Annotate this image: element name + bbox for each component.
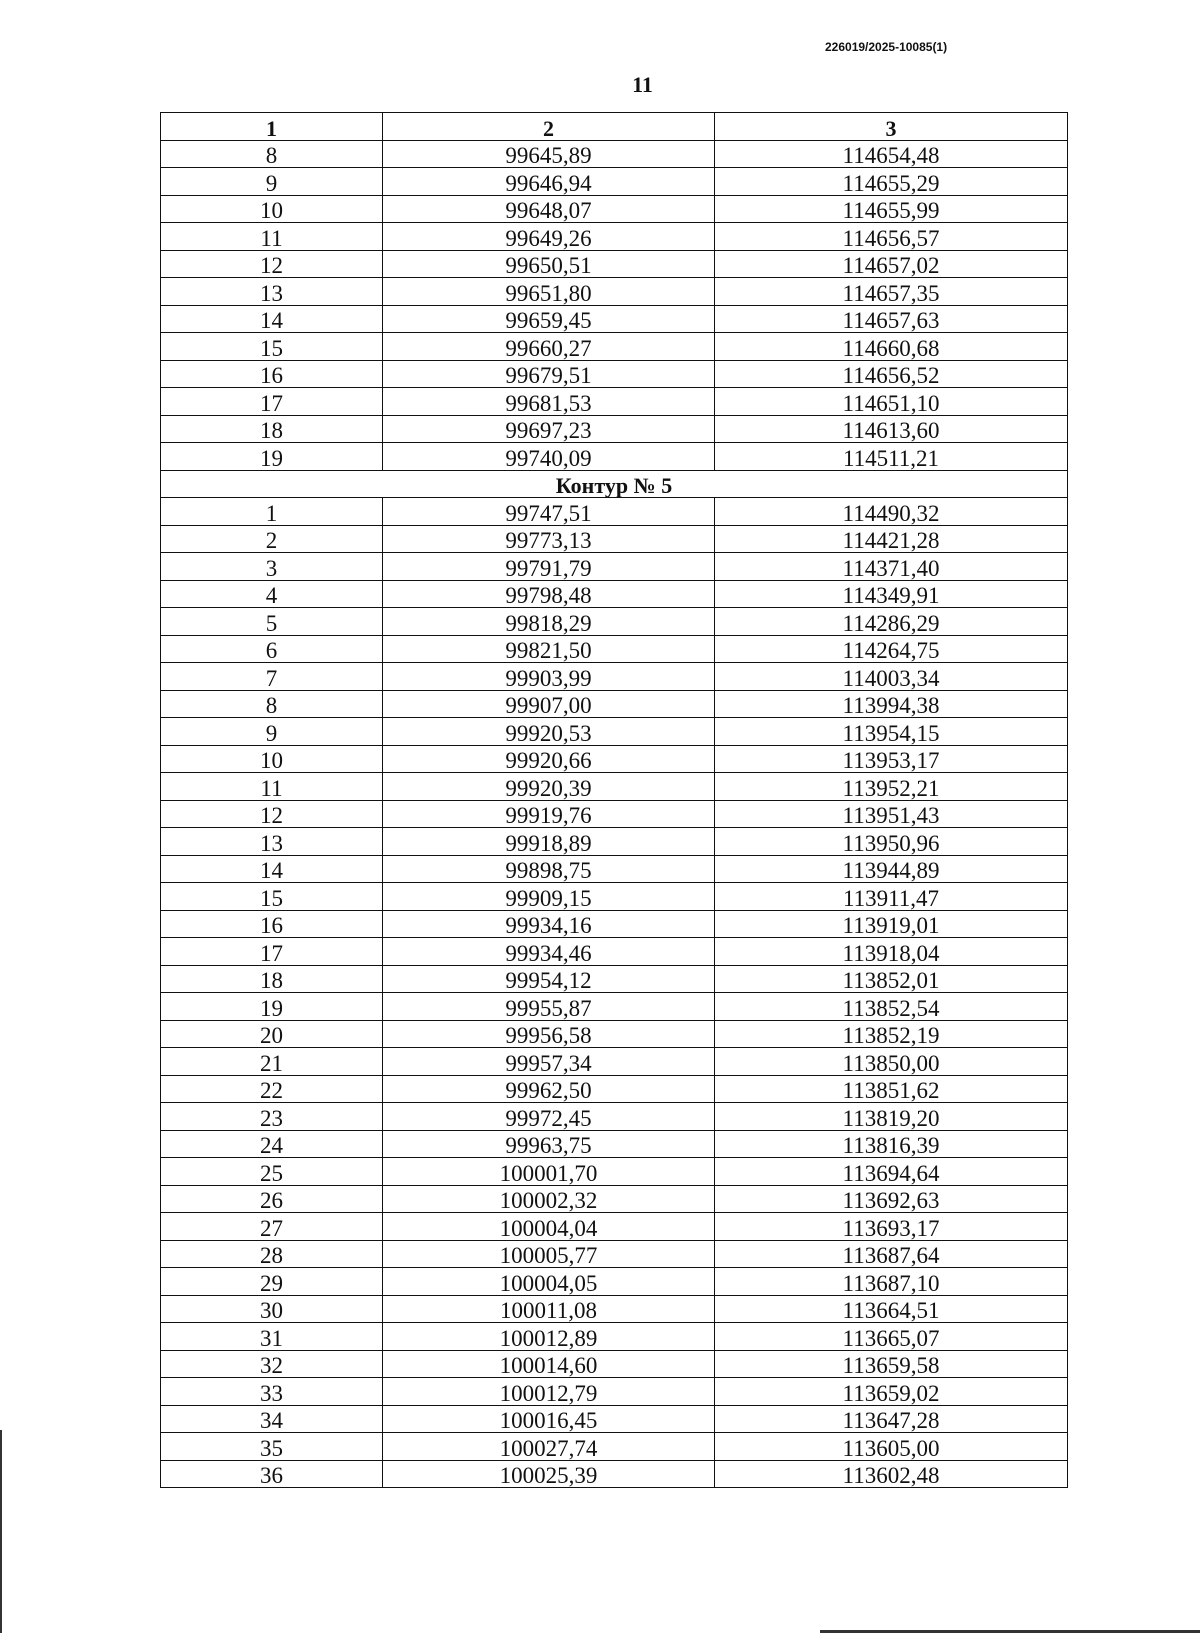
y-coordinate-cell: 113953,17 — [715, 745, 1068, 773]
y-coordinate-cell: 113852,01 — [715, 965, 1068, 993]
x-coordinate-cell: 99821,50 — [383, 635, 715, 663]
table-row — [161, 1295, 1068, 1323]
y-coordinate-cell: 114511,21 — [715, 443, 1068, 471]
y-coordinate-cell: 113659,02 — [715, 1378, 1068, 1406]
x-coordinate-cell: 99955,87 — [383, 993, 715, 1021]
table-row — [161, 305, 1068, 333]
x-coordinate-cell: 100005,77 — [383, 1240, 715, 1268]
point-number-cell: 31 — [161, 1323, 383, 1351]
x-coordinate-cell: 99957,34 — [383, 1048, 715, 1076]
table-row — [161, 800, 1068, 828]
y-coordinate-cell: 113605,00 — [715, 1433, 1068, 1461]
x-coordinate-cell: 99773,13 — [383, 525, 715, 553]
x-coordinate-cell: 100002,32 — [383, 1185, 715, 1213]
point-number-cell: 12 — [161, 800, 383, 828]
point-number-cell: 12 — [161, 250, 383, 278]
point-number-cell: 2 — [161, 525, 383, 553]
y-coordinate-cell: 114657,02 — [715, 250, 1068, 278]
table-body-top — [161, 140, 1068, 470]
point-number-cell: 17 — [161, 938, 383, 966]
table-row — [161, 608, 1068, 636]
table-row — [161, 1103, 1068, 1131]
table-row — [161, 690, 1068, 718]
point-number-cell: 28 — [161, 1240, 383, 1268]
point-number-cell: 11 — [161, 773, 383, 801]
column-header-3: 3 — [715, 113, 1068, 141]
point-number-cell: 19 — [161, 993, 383, 1021]
y-coordinate-cell: 113919,01 — [715, 910, 1068, 938]
x-coordinate-cell: 100011,08 — [383, 1295, 715, 1323]
point-number-cell: 21 — [161, 1048, 383, 1076]
point-number-cell: 8 — [161, 140, 383, 168]
x-coordinate-cell: 99934,16 — [383, 910, 715, 938]
y-coordinate-cell: 114003,34 — [715, 663, 1068, 691]
point-number-cell: 13 — [161, 828, 383, 856]
x-coordinate-cell: 99660,27 — [383, 333, 715, 361]
y-coordinate-cell: 113693,17 — [715, 1213, 1068, 1241]
document-id: 226019/2025-10085(1) — [825, 40, 948, 54]
table-row — [161, 1213, 1068, 1241]
point-number-cell: 23 — [161, 1103, 383, 1131]
point-number-cell: 17 — [161, 388, 383, 416]
point-number-cell: 16 — [161, 360, 383, 388]
point-number-cell: 30 — [161, 1295, 383, 1323]
coordinates-table — [160, 112, 1068, 1488]
y-coordinate-cell: 114264,75 — [715, 635, 1068, 663]
table-row — [161, 1433, 1068, 1461]
point-number-cell: 10 — [161, 745, 383, 773]
x-coordinate-cell: 100025,39 — [383, 1460, 715, 1488]
point-number-cell: 3 — [161, 553, 383, 581]
y-coordinate-cell: 114421,28 — [715, 525, 1068, 553]
y-coordinate-cell: 113918,04 — [715, 938, 1068, 966]
y-coordinate-cell: 113954,15 — [715, 718, 1068, 746]
table-row — [161, 360, 1068, 388]
y-coordinate-cell: 114349,91 — [715, 580, 1068, 608]
table-body-section — [161, 498, 1068, 1488]
y-coordinate-cell: 113951,43 — [715, 800, 1068, 828]
table-row — [161, 965, 1068, 993]
point-number-cell: 27 — [161, 1213, 383, 1241]
x-coordinate-cell: 99818,29 — [383, 608, 715, 636]
section-row — [161, 470, 1068, 498]
x-coordinate-cell: 99798,48 — [383, 580, 715, 608]
point-number-cell: 24 — [161, 1130, 383, 1158]
table-row — [161, 388, 1068, 416]
table-row — [161, 1405, 1068, 1433]
scan-edge-left — [0, 1430, 2, 1633]
point-number-cell: 6 — [161, 635, 383, 663]
y-coordinate-cell: 113950,96 — [715, 828, 1068, 856]
table-row — [161, 1185, 1068, 1213]
table-row — [161, 745, 1068, 773]
x-coordinate-cell: 99963,75 — [383, 1130, 715, 1158]
x-coordinate-cell: 99909,15 — [383, 883, 715, 911]
table-row — [161, 1048, 1068, 1076]
point-number-cell: 15 — [161, 333, 383, 361]
y-coordinate-cell: 114286,29 — [715, 608, 1068, 636]
y-coordinate-cell: 113819,20 — [715, 1103, 1068, 1131]
x-coordinate-cell: 99954,12 — [383, 965, 715, 993]
table-row — [161, 1350, 1068, 1378]
table-row — [161, 1460, 1068, 1488]
table-row — [161, 553, 1068, 581]
table-row — [161, 1158, 1068, 1186]
point-number-cell: 18 — [161, 965, 383, 993]
point-number-cell: 34 — [161, 1405, 383, 1433]
table-row — [161, 1323, 1068, 1351]
table-row — [161, 1240, 1068, 1268]
y-coordinate-cell: 113851,62 — [715, 1075, 1068, 1103]
y-coordinate-cell: 114660,68 — [715, 333, 1068, 361]
column-header-2: 2 — [383, 113, 715, 141]
point-number-cell: 9 — [161, 168, 383, 196]
y-coordinate-cell: 113692,63 — [715, 1185, 1068, 1213]
point-number-cell: 18 — [161, 415, 383, 443]
y-coordinate-cell: 114651,10 — [715, 388, 1068, 416]
x-coordinate-cell: 99903,99 — [383, 663, 715, 691]
x-coordinate-cell: 99697,23 — [383, 415, 715, 443]
table-row — [161, 278, 1068, 306]
table-row — [161, 938, 1068, 966]
x-coordinate-cell: 100012,89 — [383, 1323, 715, 1351]
x-coordinate-cell: 99907,00 — [383, 690, 715, 718]
y-coordinate-cell: 113852,19 — [715, 1020, 1068, 1048]
point-number-cell: 10 — [161, 195, 383, 223]
x-coordinate-cell: 99962,50 — [383, 1075, 715, 1103]
y-coordinate-cell: 113952,21 — [715, 773, 1068, 801]
y-coordinate-cell: 114655,99 — [715, 195, 1068, 223]
point-number-cell: 16 — [161, 910, 383, 938]
table-row — [161, 1020, 1068, 1048]
table-row — [161, 773, 1068, 801]
table-row — [161, 883, 1068, 911]
y-coordinate-cell: 114613,60 — [715, 415, 1068, 443]
x-coordinate-cell: 99920,53 — [383, 718, 715, 746]
x-coordinate-cell: 99918,89 — [383, 828, 715, 856]
x-coordinate-cell: 99919,76 — [383, 800, 715, 828]
x-coordinate-cell: 100027,74 — [383, 1433, 715, 1461]
x-coordinate-cell: 100004,04 — [383, 1213, 715, 1241]
y-coordinate-cell: 113850,00 — [715, 1048, 1068, 1076]
x-coordinate-cell: 99972,45 — [383, 1103, 715, 1131]
x-coordinate-cell: 99791,79 — [383, 553, 715, 581]
header-row — [161, 113, 1068, 141]
table-row — [161, 333, 1068, 361]
y-coordinate-cell: 113647,28 — [715, 1405, 1068, 1433]
point-number-cell: 1 — [161, 498, 383, 526]
table-row — [161, 168, 1068, 196]
table-row — [161, 140, 1068, 168]
x-coordinate-cell: 99898,75 — [383, 855, 715, 883]
table-row — [161, 1268, 1068, 1296]
table-row — [161, 525, 1068, 553]
point-number-cell: 8 — [161, 690, 383, 718]
point-number-cell: 13 — [161, 278, 383, 306]
point-number-cell: 25 — [161, 1158, 383, 1186]
point-number-cell: 14 — [161, 305, 383, 333]
table-row — [161, 250, 1068, 278]
point-number-cell: 14 — [161, 855, 383, 883]
y-coordinate-cell: 114655,29 — [715, 168, 1068, 196]
table-row — [161, 415, 1068, 443]
x-coordinate-cell: 100012,79 — [383, 1378, 715, 1406]
table-row — [161, 195, 1068, 223]
y-coordinate-cell: 114654,48 — [715, 140, 1068, 168]
point-number-cell: 32 — [161, 1350, 383, 1378]
point-number-cell: 5 — [161, 608, 383, 636]
table-row — [161, 1378, 1068, 1406]
table-row — [161, 855, 1068, 883]
y-coordinate-cell: 114656,57 — [715, 223, 1068, 251]
table-row — [161, 718, 1068, 746]
point-number-cell: 15 — [161, 883, 383, 911]
y-coordinate-cell: 113659,58 — [715, 1350, 1068, 1378]
y-coordinate-cell: 113911,47 — [715, 883, 1068, 911]
x-coordinate-cell: 99920,66 — [383, 745, 715, 773]
y-coordinate-cell: 113816,39 — [715, 1130, 1068, 1158]
table-row — [161, 498, 1068, 526]
point-number-cell: 33 — [161, 1378, 383, 1406]
point-number-cell: 7 — [161, 663, 383, 691]
page-number: 11 — [632, 72, 653, 97]
column-header-1: 1 — [161, 113, 383, 141]
table-row — [161, 1075, 1068, 1103]
point-number-cell: 35 — [161, 1433, 383, 1461]
x-coordinate-cell: 99651,80 — [383, 278, 715, 306]
x-coordinate-cell: 99956,58 — [383, 1020, 715, 1048]
y-coordinate-cell: 113852,54 — [715, 993, 1068, 1021]
section-header-body — [161, 470, 1068, 498]
x-coordinate-cell: 99681,53 — [383, 388, 715, 416]
x-coordinate-cell: 99747,51 — [383, 498, 715, 526]
y-coordinate-cell: 113694,64 — [715, 1158, 1068, 1186]
table-row — [161, 635, 1068, 663]
table-row — [161, 223, 1068, 251]
point-number-cell: 22 — [161, 1075, 383, 1103]
table-row — [161, 580, 1068, 608]
x-coordinate-cell: 99934,46 — [383, 938, 715, 966]
point-number-cell: 11 — [161, 223, 383, 251]
point-number-cell: 4 — [161, 580, 383, 608]
y-coordinate-cell: 114656,52 — [715, 360, 1068, 388]
table-row — [161, 1130, 1068, 1158]
y-coordinate-cell: 113665,07 — [715, 1323, 1068, 1351]
point-number-cell: 29 — [161, 1268, 383, 1296]
table-row — [161, 910, 1068, 938]
x-coordinate-cell: 100014,60 — [383, 1350, 715, 1378]
x-coordinate-cell: 99645,89 — [383, 140, 715, 168]
table-row — [161, 663, 1068, 691]
y-coordinate-cell: 113687,10 — [715, 1268, 1068, 1296]
table-row — [161, 828, 1068, 856]
x-coordinate-cell: 99649,26 — [383, 223, 715, 251]
y-coordinate-cell: 114657,63 — [715, 305, 1068, 333]
x-coordinate-cell: 100004,05 — [383, 1268, 715, 1296]
y-coordinate-cell: 114371,40 — [715, 553, 1068, 581]
point-number-cell: 19 — [161, 443, 383, 471]
x-coordinate-cell: 100001,70 — [383, 1158, 715, 1186]
section-title: Контур № 5 — [161, 470, 1068, 498]
table-row — [161, 443, 1068, 471]
y-coordinate-cell: 113994,38 — [715, 690, 1068, 718]
x-coordinate-cell: 99650,51 — [383, 250, 715, 278]
y-coordinate-cell: 114490,32 — [715, 498, 1068, 526]
x-coordinate-cell: 99679,51 — [383, 360, 715, 388]
table-row — [161, 993, 1068, 1021]
point-number-cell: 36 — [161, 1460, 383, 1488]
x-coordinate-cell: 99740,09 — [383, 443, 715, 471]
point-number-cell: 26 — [161, 1185, 383, 1213]
y-coordinate-cell: 113687,64 — [715, 1240, 1068, 1268]
y-coordinate-cell: 114657,35 — [715, 278, 1068, 306]
y-coordinate-cell: 113602,48 — [715, 1460, 1068, 1488]
x-coordinate-cell: 100016,45 — [383, 1405, 715, 1433]
y-coordinate-cell: 113944,89 — [715, 855, 1068, 883]
point-number-cell: 20 — [161, 1020, 383, 1048]
y-coordinate-cell: 113664,51 — [715, 1295, 1068, 1323]
x-coordinate-cell: 99648,07 — [383, 195, 715, 223]
x-coordinate-cell: 99659,45 — [383, 305, 715, 333]
table-header — [161, 113, 1068, 141]
point-number-cell: 9 — [161, 718, 383, 746]
x-coordinate-cell: 99646,94 — [383, 168, 715, 196]
x-coordinate-cell: 99920,39 — [383, 773, 715, 801]
